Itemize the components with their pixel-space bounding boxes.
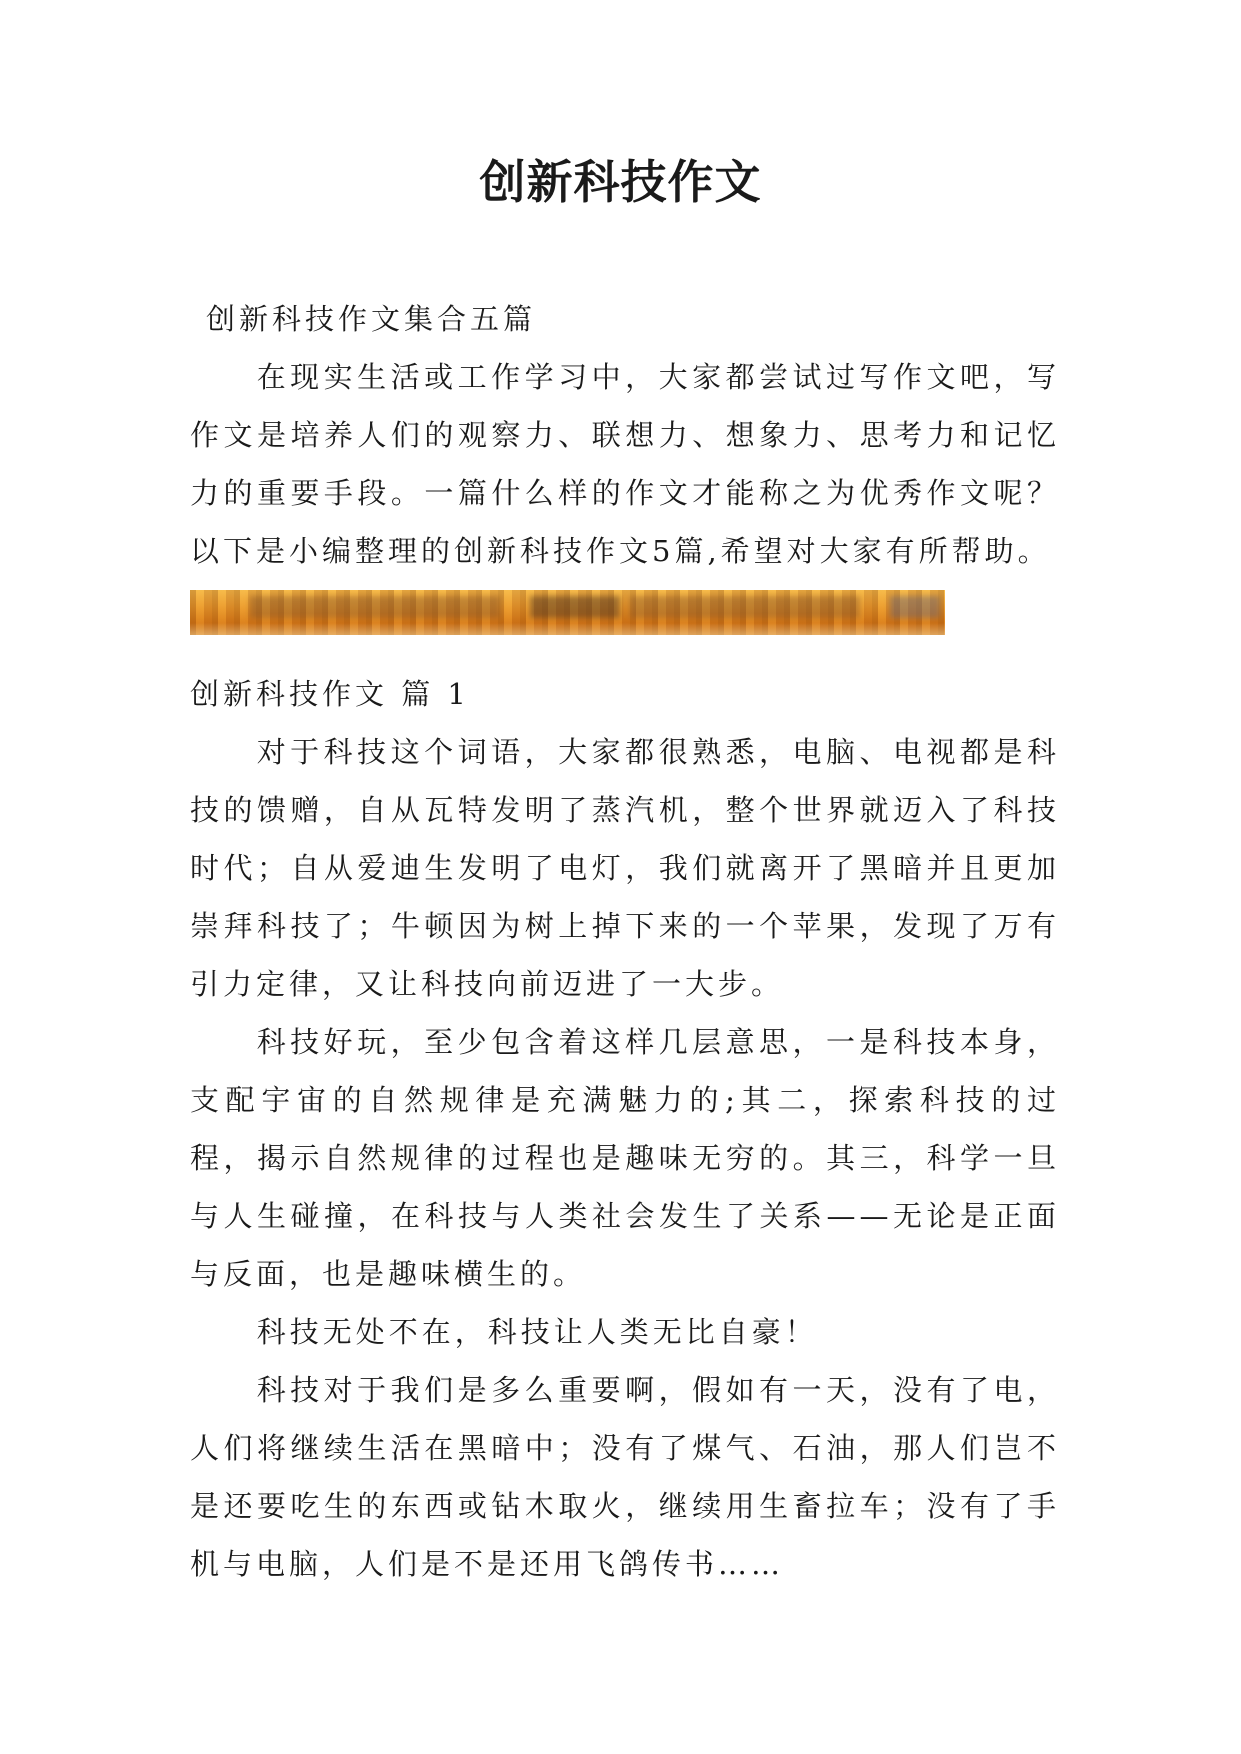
document-body: [190, 290, 1060, 1593]
banner-blur-segment: [890, 596, 940, 618]
document-subtitle: 创新科技作文集合五篇: [206, 302, 537, 336]
body-paragraph: 科技好玩，至少包含着这样几层意思，一是科技本身，支配宇宙的自然规律是充满魅力的;其二，探索科技的过程，揭示自然规律的过程也是趣味无穷的。其三，科学一旦与人生碰撞，在科技与人类社会发生了关系——无论是正面与反面，也是趣味横生的。: [190, 1025, 1060, 1291]
body-paragraph: 对于科技这个词语，大家都很熟悉，电脑、电视都是科技的馈赠，自从瓦特发明了蒸汽机，整个世界就迈入了科技时代；自从爱迪生发明了电灯，我们就离开了黑暗并且更加崇拜科技了；牛顿因为树上掉下来的一个苹果，发现了万有引力定律，又让科技向前迈进了一大步。: [190, 735, 1060, 1001]
intro-paragraph: 在现实生活或工作学习中，大家都尝试过写作文吧，写作文是培养人们的观察力、联想力、想象力、思考力和记忆力的重要手段。一篇什么样的作文才能称之为优秀作文呢？以下是小编整理的创新科技作文5篇,希望对大家有所帮助。: [190, 360, 1060, 568]
banner-shine: [190, 623, 945, 635]
section-heading: 创新科技作文 篇 1: [190, 677, 470, 711]
body-paragraph: 科技对于我们是多么重要啊，假如有一天，没有了电，人们将继续生活在黑暗中；没有了煤气、石油，那人们岂不是还要吃生的东西或钻木取火，继续用生畜拉车；没有了手机与电脑，人们是不是还用飞鸽传书……: [190, 1373, 1060, 1581]
banner-image: [190, 590, 945, 635]
banner-blur-segment: [530, 596, 620, 618]
banner-blur-segment: [630, 596, 860, 618]
banner-blur-segment: [250, 596, 500, 618]
document-title: 创新科技作文: [479, 155, 762, 209]
body-paragraph: 科技无处不在，科技让人类无比自豪！: [256, 1315, 818, 1349]
